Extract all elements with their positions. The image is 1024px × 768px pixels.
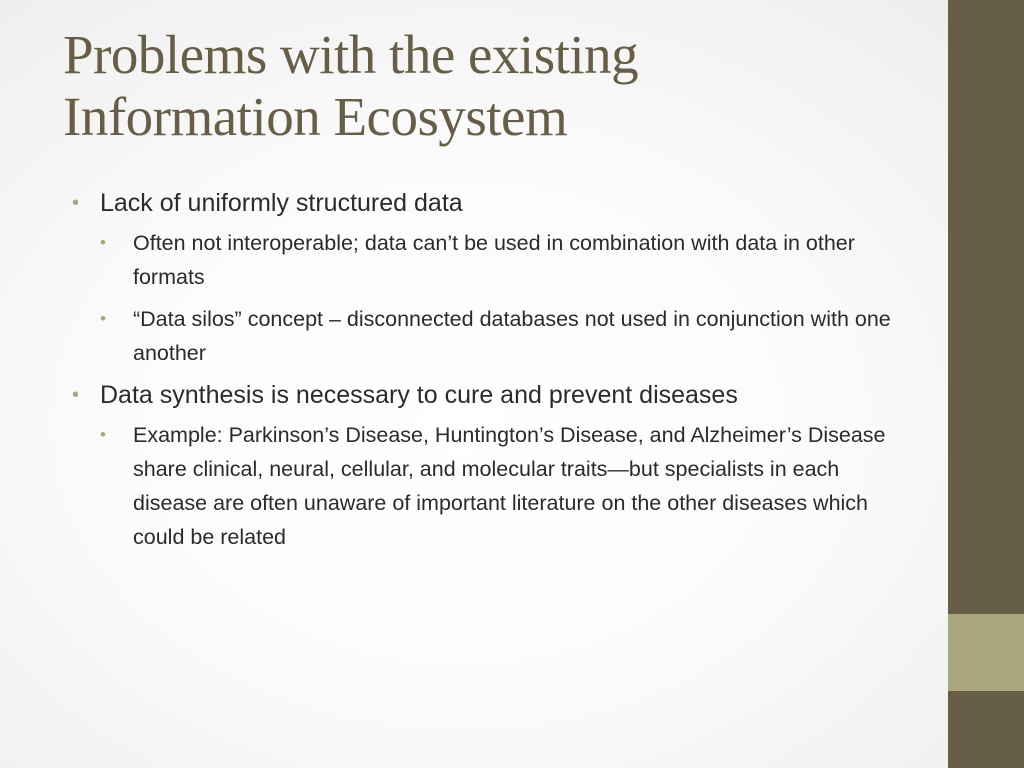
sub-bullet-text: Example: Parkinson’s Disease, Huntington’s Disease, and Alzheimer’s Disease share clinical, neural, cellular, and molecular traits—but specialists in each disease are often unaware of important literature on the other diseases which could be related (133, 423, 886, 549)
bullet-icon: • (72, 384, 80, 406)
sub-bullet-text: Often not interoperable; data can’t be used in combination with data in other formats (133, 231, 855, 289)
sub-bullet-item (100, 302, 902, 370)
bullet-text: Data synthesis is necessary to cure and prevent diseases (100, 381, 738, 409)
bullet-icon: • (72, 192, 80, 214)
sub-bullet-list (100, 418, 902, 554)
sub-bullet-icon: • (100, 233, 106, 252)
sub-bullet-list (100, 226, 902, 370)
slide-title-line-2: Information Ecosystem (63, 86, 568, 147)
sub-bullet-text: “Data silos” concept – disconnected databases not used in conjunction with one another (133, 307, 891, 365)
sub-bullet-icon: • (100, 425, 106, 444)
slide-body (72, 186, 902, 562)
bullet-item (72, 186, 902, 370)
sub-bullet-item (100, 418, 902, 554)
slide-title-line-1: Problems with the existing (63, 24, 639, 85)
slide-title (63, 24, 923, 148)
bullet-text: Lack of uniformly structured data (100, 189, 463, 217)
decorative-sidebar (948, 0, 1024, 768)
sub-bullet-icon: • (100, 309, 106, 328)
bullet-list (72, 186, 902, 554)
bullet-item (72, 378, 902, 554)
decorative-sidebar-accent (948, 614, 1024, 691)
sub-bullet-item (100, 226, 902, 294)
